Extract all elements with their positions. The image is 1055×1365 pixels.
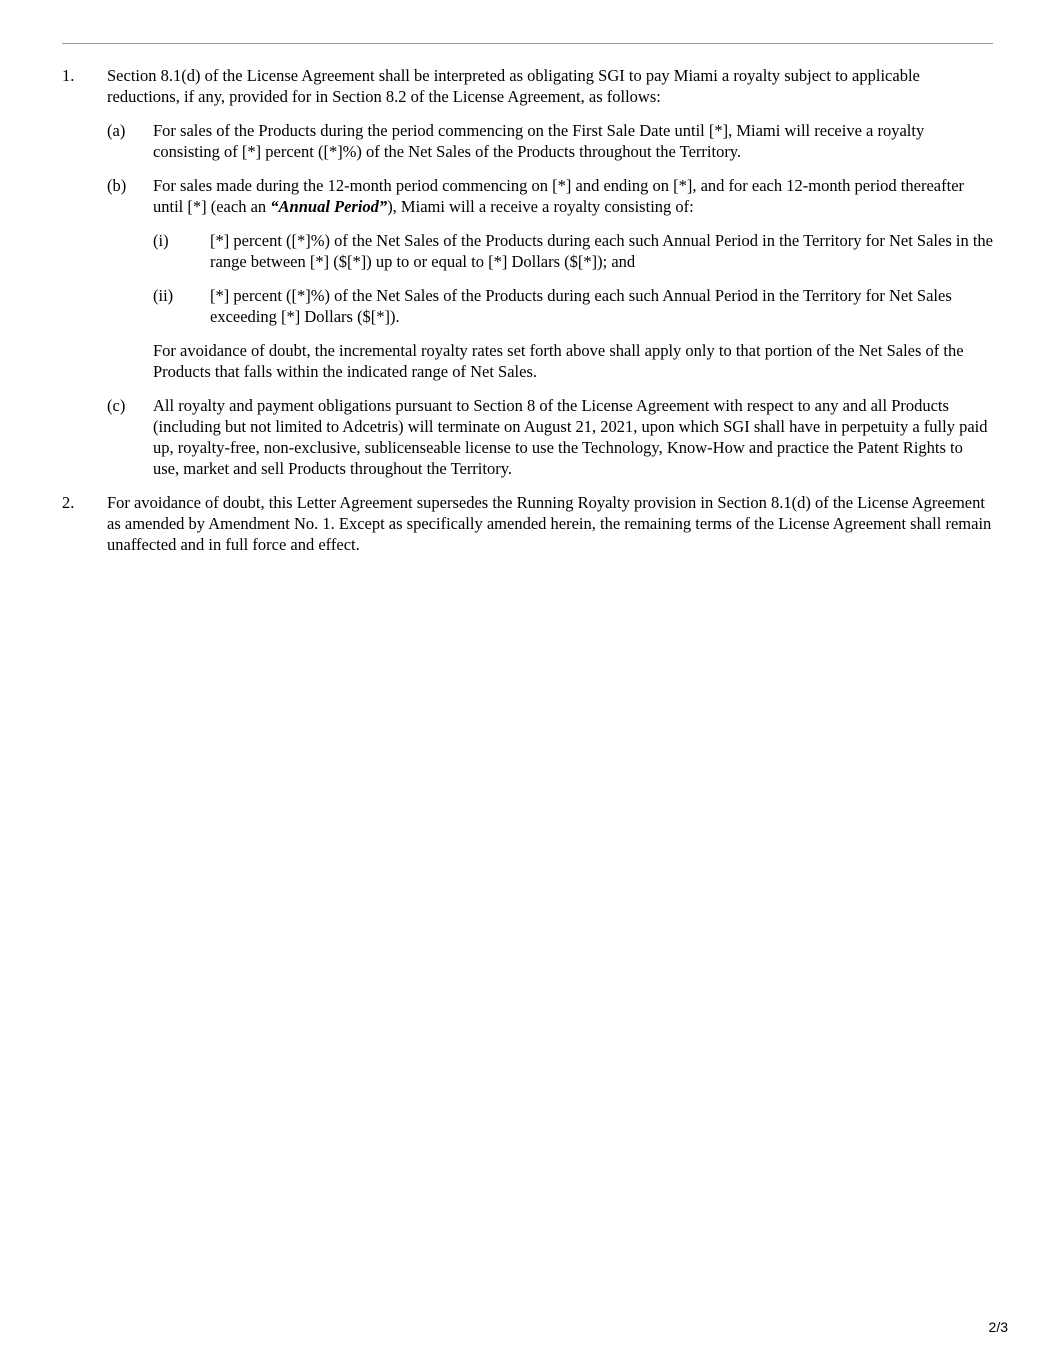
item-1b-text [153, 175, 993, 217]
item-1a-text: For sales of the Products during the period commencing on the First Sale Date until [*], Miami will receive a royalty consisting of [*] percent ([*]%) of the Net Sales of the Products throughout the Territory. [153, 121, 925, 161]
item-1b-ii-text: [*] percent ([*]%) of the Net Sales of the Products during each such Annual Period in the Territory for Net Sales exceeding [*] Dollars ($[*]). [210, 286, 952, 326]
item-1a-marker: (a) [107, 121, 126, 140]
list-item-1b-i [62, 230, 993, 272]
note-paragraph-text: For avoidance of doubt, the incremental royalty rates set forth above shall apply only to that portion of the Net Sales of the Products that falls within the indicated range of Net Sales. [153, 341, 964, 381]
item-1c-text: All royalty and payment obligations pursuant to Section 8 of the License Agreement with respect to any and all Products (including but not limited to Adcetris) will terminate on August 21, 2021, upon which SGI shall have in perpetuity a fully paid up, royalty-free, non-exclusive, sublicenseable license to use the Technology, Know-How and practice the Patent Rights to use, market and sell Products throughout the Territory. [153, 396, 988, 478]
item-1c-marker: (c) [107, 396, 126, 415]
list-item-1b-ii [62, 285, 993, 327]
page-content [62, 43, 993, 568]
list-item-2 [62, 492, 993, 555]
item-1b-ii-marker: (ii) [153, 286, 174, 305]
note-paragraph [62, 340, 993, 382]
item-1-text: Section 8.1(d) of the License Agreement shall be interpreted as obligating SGI to pay Miami a royalty subject to applicable reductions, if any, provided for in Section 8.2 of the License Agreement, as follows: [107, 66, 920, 106]
item-2-marker: 2. [62, 493, 75, 512]
item-1b-emphasis: “Annual Period” [270, 197, 388, 216]
item-1b-text-pre: For sales made during the 12-month period commencing on [*] and ending on [*], and for each 12-month period thereafter until [*] (each an [153, 176, 965, 216]
list-item-1c [62, 395, 993, 479]
item-1b-marker: (b) [107, 176, 127, 195]
list-item-1a [62, 120, 993, 162]
page-number: 2/3 [988, 1319, 1008, 1335]
item-1-marker: 1. [62, 66, 75, 85]
item-1b-text-post: ), Miami will a receive a royalty consisting of: [387, 197, 694, 216]
item-1b-i-text: [*] percent ([*]%) of the Net Sales of the Products during each such Annual Period in the Territory for Net Sales in the range between [*] ($[*]) up to or equal to [*] Dollars ($[*]); and [210, 231, 993, 271]
list-item-1 [62, 65, 993, 107]
top-divider [62, 43, 993, 44]
item-1b-i-marker: (i) [153, 231, 169, 250]
list-item-1b [62, 175, 993, 217]
item-2-text: For avoidance of doubt, this Letter Agreement supersedes the Running Royalty provision in Section 8.1(d) of the License Agreement as amended by Amendment No. 1. Except as specifically amended herein, the remaining terms of the License Agreement shall remain unaffected and in full force and effect. [107, 493, 992, 554]
